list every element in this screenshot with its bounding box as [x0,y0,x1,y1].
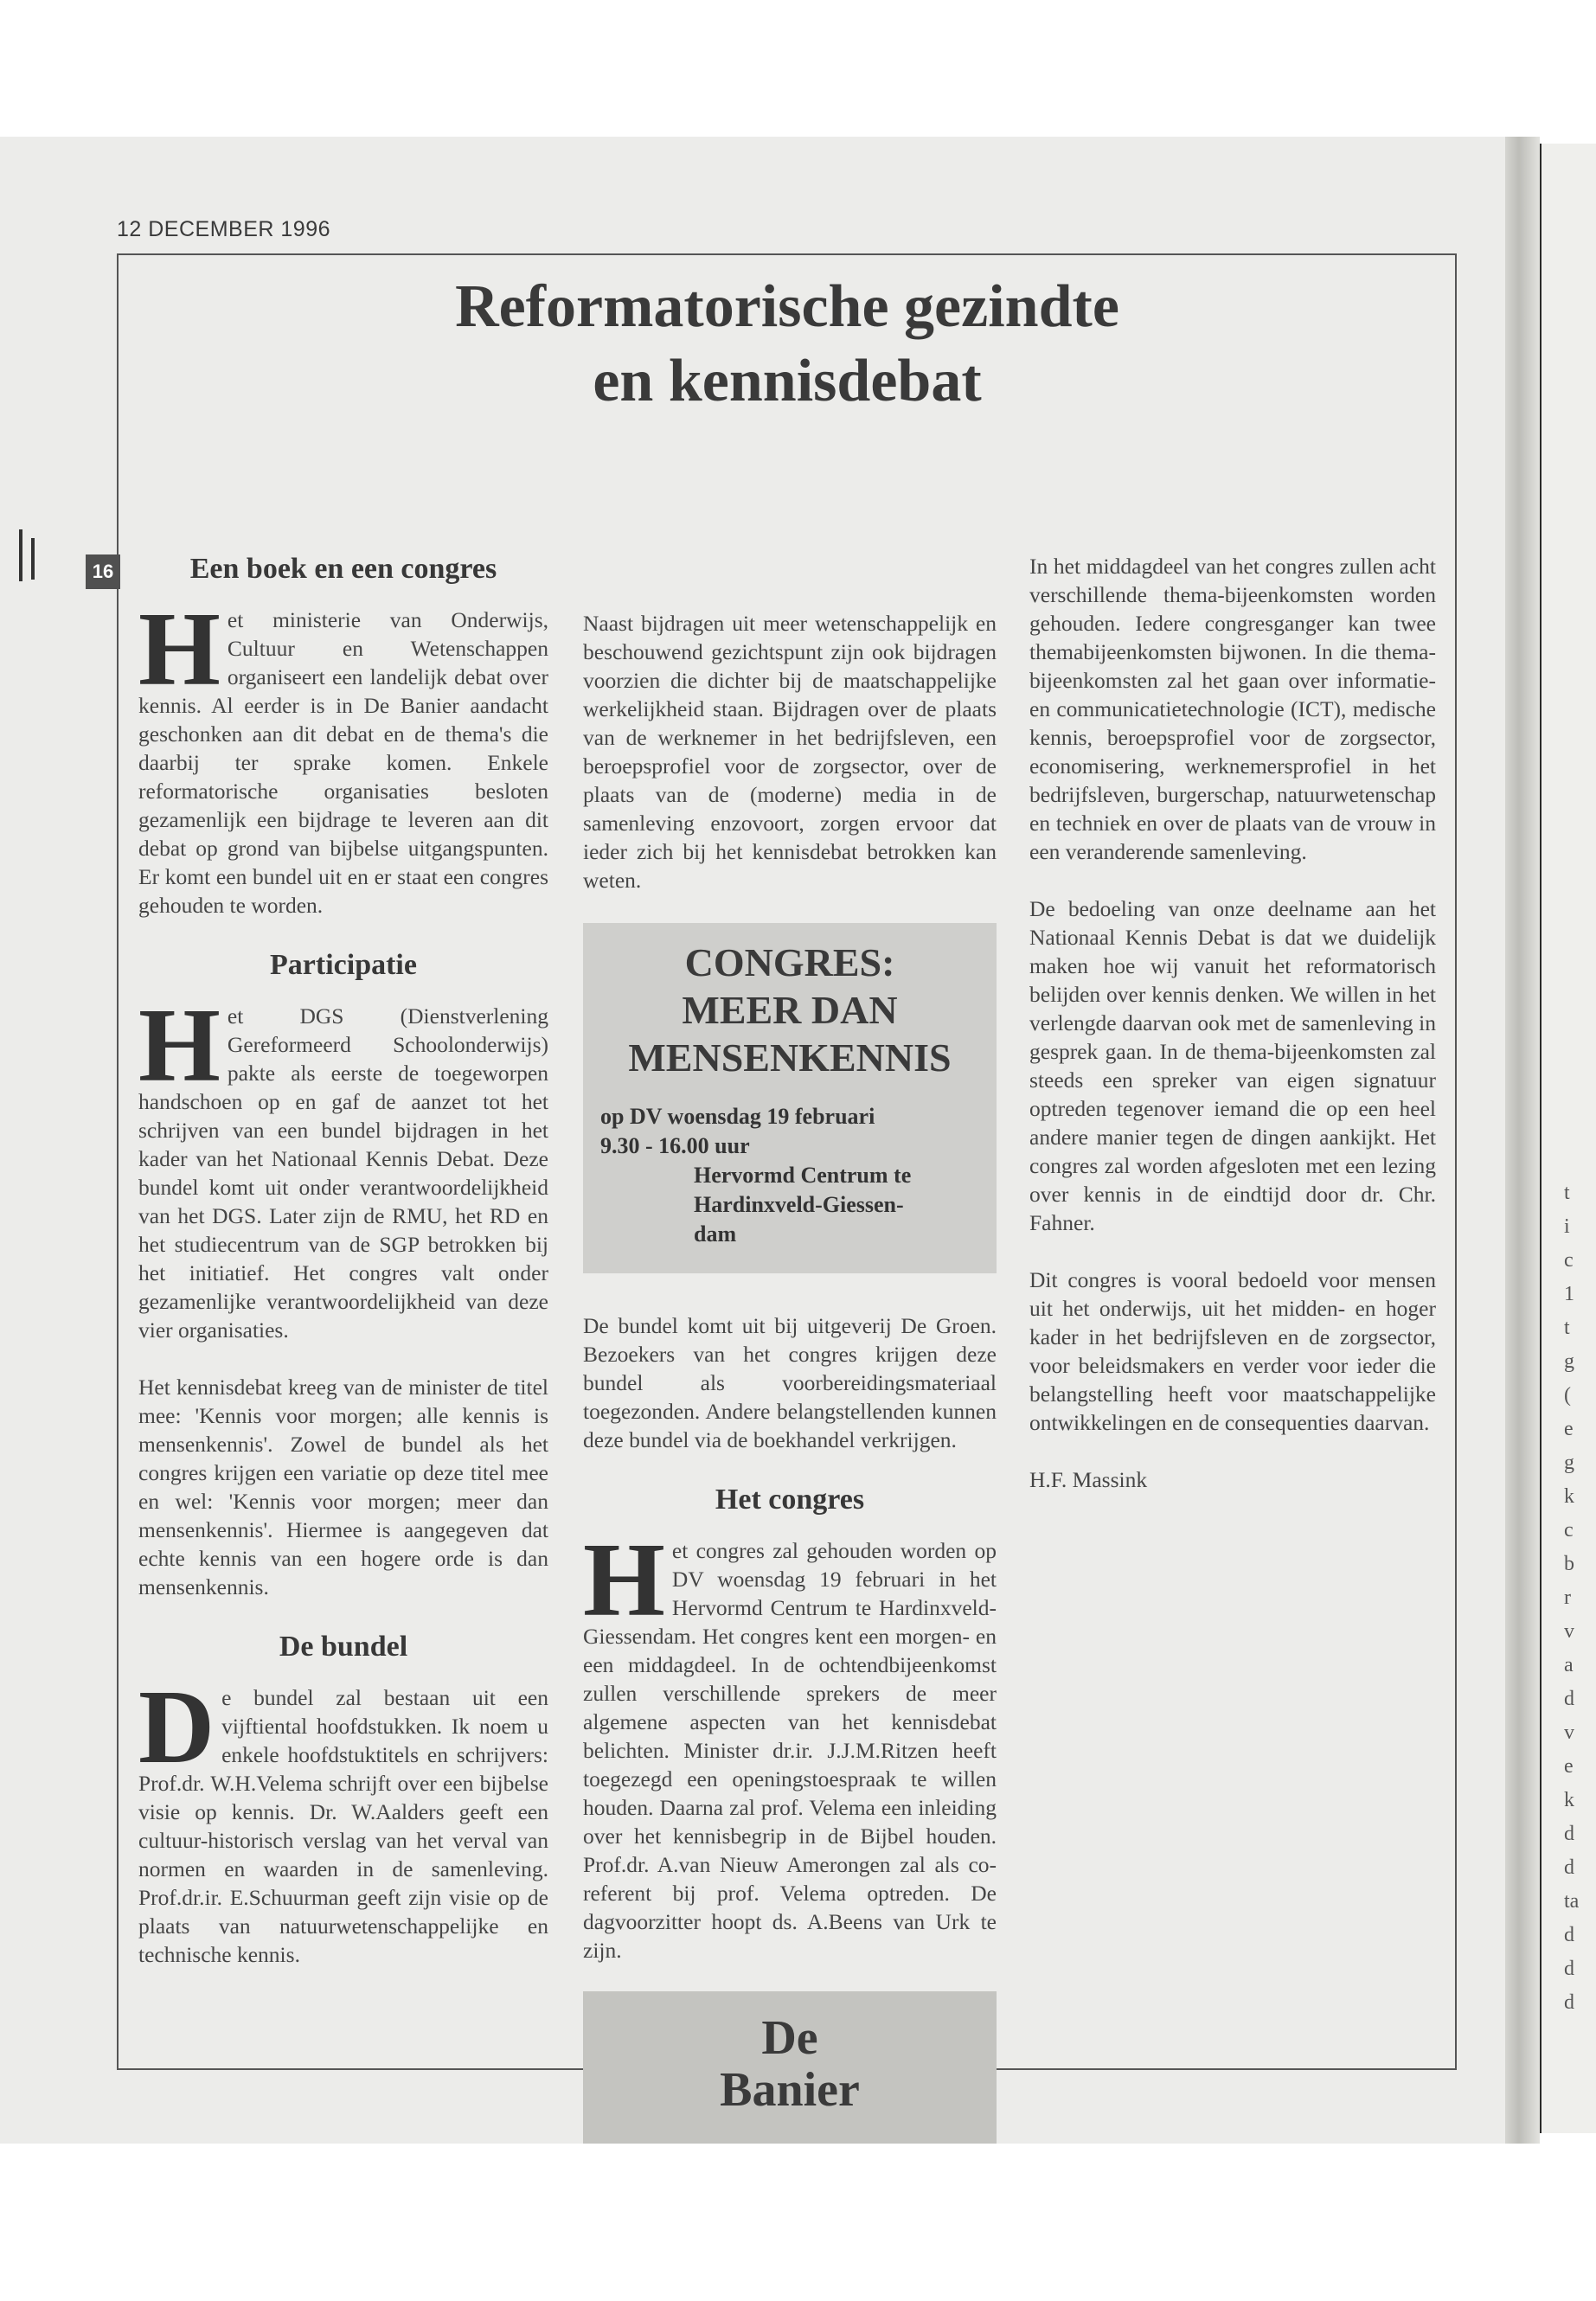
adjacent-page-fragment: r [1564,1586,1571,1609]
promo-venue-line: dam [694,1221,737,1247]
drop-cap: H [138,591,221,708]
author-signature: H.F. Massink [1029,1467,1148,1492]
adjacent-page-fragment: 1 [1564,1283,1574,1305]
adjacent-page-fragment: d [1564,1688,1574,1710]
page-binding [1505,137,1540,2144]
adjacent-page-fragment: t [1564,1182,1570,1204]
adjacent-page-fragment: b [1564,1553,1574,1575]
column-1 [138,552,548,1997]
adjacent-page-fragment: d [1564,1823,1574,1845]
paragraph [138,987,548,1344]
promo-venue [694,1161,979,1249]
drop-cap: D [138,1669,215,1785]
section-heading: De bundel [279,1631,408,1663]
margin-mark [31,538,35,580]
adjacent-page-fragment: v [1564,1620,1574,1643]
adjacent-page-fragment: d [1564,1856,1574,1879]
paragraph [138,1669,548,1969]
promo-title-line: MEER DAN [682,988,898,1032]
adjacent-page-fragment: i [1564,1215,1570,1238]
paragraph-text: et congres zal gehouden worden op DV woensdag 19 februari in het Hervormd Centrum te Hardinxveld-Giessendam. Het congres kent een morgen- en een middagdeel. In de ochtendbijeenkomst zullen verschillende sprekers de meer algemene aspecten van het kennisdebat belichten. Minister dr.ir. J.J.M.Ritzen heeft toegezegd een openingstoespraak te willen houden. Daarna zal prof. Velema een inleiding over het kennisbegrip in de Bijbel houden. Prof.dr. A.van Nieuw Amerongen zal als co-referent bij prof. Velema optreden. De dagvoorzitter hoopt ds. A.Beens van Urk te zijn. [583,1538,997,1963]
column-2 [583,609,997,1993]
page-number: 16 [86,554,120,589]
section-heading: Participatie [270,949,417,981]
headline-line: Reformatorische gezindte [455,273,1119,340]
headline-line: en kennisdebat [593,348,982,414]
promo-venue-line: Hervormd Centrum te [694,1163,912,1188]
adjacent-page-fragment: d [1564,1958,1574,1980]
promo-date: op DV woensdag 19 februari [600,1104,875,1129]
section-heading: Het congres [715,1484,865,1516]
adjacent-page-edge [1540,144,1596,2133]
paragraph-text: et ministerie van Onderwijs, Cultuur en Wetenschappen organiseert een landelijk debat over kennis. Al eerder is in De Banier aandacht geschonken aan dit debat en de thema's die daarbij ter sprake komen. Enkele reformatorische organisaties besloten gezamenlijk een bijdrage te leveren aan dit debat op grond van bijbelse uitgangspunten. Er komt een bundel uit en er staat een congres gehouden te worden. [138,607,548,918]
paragraph [138,591,548,920]
adjacent-page-fragment: d [1564,1991,1574,2014]
drop-cap: H [583,1522,665,1638]
adjacent-page-fragment: c [1564,1519,1574,1541]
promo-title [600,939,979,1081]
adjacent-page-fragment: d [1564,1924,1574,1946]
paragraph-text: e bundel zal bestaan uit een vijftiental hoofdstukken. Ik noem u enkele hoofdstuktitels en schrijvers: Prof.dr. W.H.Velema schrijft over een bijbelse visie op kennis. Dr. W.Aalders geeft een cultuur-historisch verslag van het verval van normen en waarden in de samenleving. Prof.dr.ir. E.Schuurman geeft zijn visie op de plaats van natuurwetenschappelijke en technische kennis. [138,1685,548,1967]
paragraph: Naast bijdragen uit meer wetenschappelijk en beschouwend gezichtspunt zijn ook bijdragen voorzien die dichter bij de maatschappelijke werkelijkheid staan. Bijdragen over de plaats van de werknemer in het bedrijfsleven, een beroepsprofiel voor de zorgsector, over de plaats van de (moderne) media in de samenleving enzovoort, zorgen ervoor dat ieder zich bij het kennisdebat betrokken kan weten. [583,611,997,893]
article-headline [121,270,1453,419]
adjacent-page-fragment: e [1564,1755,1574,1778]
adjacent-page-fragment: a [1564,1654,1574,1676]
drop-cap: H [138,987,221,1104]
adjacent-page-fragment: c [1564,1249,1574,1272]
nameplate-line: Banier [720,2063,860,2117]
adjacent-page-fragment: k [1564,1789,1574,1811]
section-heading: Een boek en een congres [189,553,497,585]
adjacent-page-fragment: t [1564,1317,1570,1339]
adjacent-page-fragment: ta [1564,1890,1580,1913]
paragraph [583,1522,997,1965]
adjacent-page-fragment: g [1564,1350,1574,1373]
paragraph-text: et DGS (Dienstverlening Gereformeerd Schoolonderwijs) pakte als eerste de toegeworpen handschoen op en gaf de aanzet tot het schrijven van een bundel bijdragen in het kader van het Nationaal Kennis Debat. Deze bundel komt uit onder verantwoordelijkheid van het DGS. Later zijn de RMU, het RD en het studiecentrum van de SGP betrokken bij het initiatief. Het congres valt onder gezamenlijke verantwoordelijkheid van deze vier organisaties. [138,1003,548,1343]
column-3 [1029,552,1436,1522]
adjacent-page-fragment: v [1564,1721,1574,1744]
publication-nameplate [583,1991,997,2144]
adjacent-page-fragment: k [1564,1485,1574,1508]
paragraph: In het middagdeel van het congres zullen acht verschillende thema-bijeenkomsten worden gehouden. Iedere congresganger kan twee themabijeenkomsten bijwonen. In die thema-bijeenkomsten zal het gaan over informatie- en communicatietechnologie (ICT), medische kennis, beroepsprofiel voor de zorgsector, economisering, werknemersprofiel in het bedrijfsleven, burgerschap, natuurwetenschap en techniek en over de plaats van de vrouw in een veranderende samenleving. [1029,554,1436,864]
paragraph: De bedoeling van onze deelname aan het Nationaal Kennis Debat is dat we duidelijk maken hoe wij vanuit het reformatorisch belijden over kennis denken. We willen in het verlengde daarvan ook met de samenleving in gesprek gaan. In de thema-bijeenkomsten zal steeds een spreker van eigen signatuur optreden tegenover iemand die op een heel andere manier tegen de dingen aankijkt. Het congres zal worden afgesloten met een lezing over kennis in de eindtijd door dr. Chr. Fahner. [1029,896,1436,1235]
promo-venue-line: Hardinxveld-Giessen- [694,1192,904,1217]
adjacent-page-fragment: g [1564,1452,1574,1474]
adjacent-page-fragment: ( [1564,1384,1571,1407]
promo-time: 9.30 - 16.00 uur [600,1133,750,1158]
paragraph: Het kennisdebat kreeg van de minister de titel mee: 'Kennis voor morgen; alle kennis is mensenkennis'. Zowel de bundel als het congres krijgen een variatie op deze titel mee en wel: 'Kennis voor morgen; meer dan mensenkennis'. Hiermee is aangegeven dat echte kennis van een hogere orde is dan mensenkennis. [138,1375,548,1599]
adjacent-page-fragment: e [1564,1418,1574,1440]
promo-title-line: MENSENKENNIS [628,1035,952,1080]
congress-promo-box [583,923,997,1273]
margin-mark [19,529,22,581]
issue-date: 12 DECEMBER 1996 [117,217,331,241]
paragraph: De bundel komt uit bij uitgeverij De Groen. Bezoekers van het congres krijgen deze bundel als voorbereidingsmateriaal toegezonden. Andere belangstellenden kunnen deze bundel via de boekhandel verkrijgen. [583,1313,997,1452]
paragraph: Dit congres is vooral bedoeld voor mensen uit het onderwijs, uit het midden- en hoger kader in het bedrijfsleven en de zorgsector, voor beleidsmakers en verder voor ieder die belangstelling heeft voor maatschappelijke ontwikkelingen en de consequenties daarvan. [1029,1267,1436,1435]
nameplate-line: De [761,2011,818,2065]
promo-title-line: CONGRES: [684,940,895,984]
